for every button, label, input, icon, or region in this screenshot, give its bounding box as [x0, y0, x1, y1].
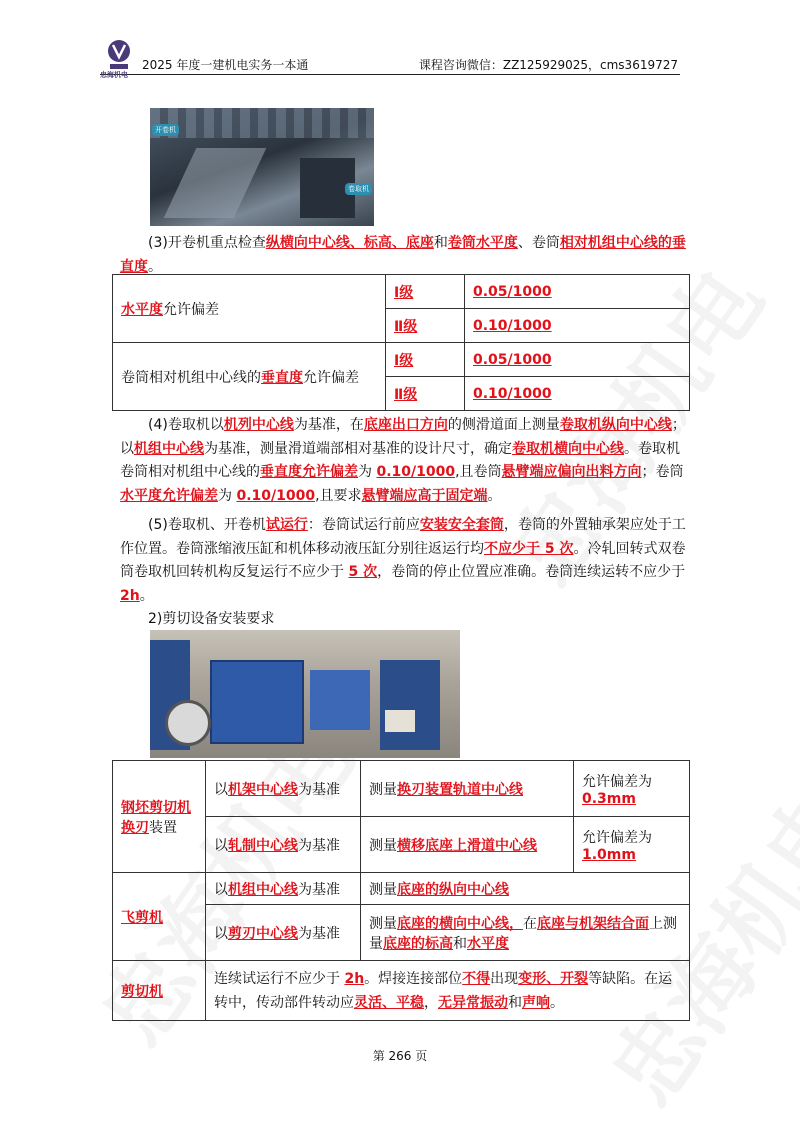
text: 测量: [369, 781, 397, 798]
table-cell: [206, 905, 361, 961]
highlight: 机列中心线: [223, 417, 294, 433]
highlight: 0.3mm: [582, 790, 636, 807]
highlight: 1.0mm: [582, 846, 636, 863]
logo-icon: [102, 38, 136, 72]
highlight: 悬臂端应高于固定端: [361, 487, 488, 504]
text: 为基准，测量滑道端部相对基准的设计尺寸，确定: [204, 440, 512, 457]
highlight: 纵横向中心线、标高、底座: [265, 235, 434, 251]
text: ；以: [120, 417, 686, 457]
paragraph-5: [120, 514, 690, 608]
table-cell: [386, 275, 465, 309]
table-cell: [386, 343, 465, 377]
highlight: 轧制中心线: [228, 837, 298, 854]
text: 测量: [369, 915, 397, 932]
highlight: Ⅰ级: [394, 352, 414, 369]
text: ；卷筒: [641, 464, 684, 480]
photo-label-coiler: 卷取机: [345, 183, 372, 195]
tolerance-table-1: [112, 274, 690, 411]
table-cell: [465, 377, 690, 411]
highlight: 试运行: [265, 517, 308, 533]
highlight: 悬臂端应偏向出料方向: [501, 464, 642, 480]
table-cell: [465, 275, 690, 309]
shear-table: [112, 760, 690, 1021]
text: ，卷筒的外置轴承架应处于工作位置。卷筒涨缩液压缸和机体移动液压缸分别往返运行均: [120, 517, 686, 557]
highlight: 卷取机纵向中心线: [559, 417, 672, 433]
shear-photo: [150, 630, 460, 758]
text: 测量: [369, 837, 397, 854]
text: 出现: [490, 970, 519, 987]
text: 装置: [149, 819, 177, 836]
table-cell: [113, 275, 386, 343]
text: 。冷轧回转式双卷筒卷取机回转机构反复运行不应少于: [120, 540, 686, 580]
highlight: 底座的标高: [383, 935, 453, 952]
highlight: 水平度: [121, 301, 163, 318]
text: 。焊接连接部位: [364, 970, 463, 987]
text: 为基准: [298, 837, 340, 854]
highlight: 声响: [522, 994, 550, 1011]
text: 和: [508, 994, 522, 1011]
text: (5)卷取机、开卷机: [148, 517, 266, 533]
highlight: 5 次: [348, 564, 378, 580]
text: 在: [523, 915, 537, 932]
paragraph-4: [120, 414, 690, 508]
highlight: 底座的纵向中心线: [397, 881, 509, 898]
text: 允许偏差: [303, 369, 359, 386]
header-title: 2025 年度一建机电实务一本通: [142, 58, 309, 72]
table-cell: [113, 873, 206, 961]
highlight: 安装安全套筒: [419, 517, 504, 533]
text: 和: [433, 235, 448, 251]
page-number: 第 266 页: [372, 1049, 428, 1063]
paragraph-3: [120, 232, 690, 279]
text: 和: [453, 935, 467, 952]
highlight: 垂直度允许偏差: [260, 464, 358, 480]
highlight: 灵活、平稳: [354, 994, 424, 1011]
table-cell: [574, 761, 690, 817]
table-cell: [206, 873, 361, 905]
table-cell: [361, 905, 690, 961]
photo-label-uncoiler: 开卷机: [152, 124, 179, 136]
highlight: 钢坯剪切机换刃: [121, 799, 191, 836]
text: 上测量: [369, 915, 677, 952]
text: 允许偏差: [163, 301, 219, 318]
highlight: 2h: [344, 970, 365, 987]
highlight: 剪刃中心线: [228, 925, 298, 942]
highlight: 卷筒水平度: [447, 235, 518, 251]
highlight: 0.05/1000: [473, 351, 552, 368]
text: 为基准: [298, 925, 340, 942]
highlight: 横移底座上滑道中心线: [397, 837, 537, 854]
text: 。: [139, 587, 154, 604]
highlight: 机组中心线: [228, 881, 298, 898]
highlight: 机组中心线: [134, 440, 204, 457]
text: 为基准: [298, 781, 340, 798]
text: 。: [487, 487, 502, 504]
text: 以: [214, 925, 228, 942]
highlight: 卷取机横向中心线: [512, 440, 624, 457]
highlight: 换刃装置轨道中心线: [397, 781, 523, 798]
highlight: Ⅰ级: [394, 284, 414, 301]
text: 为基准: [298, 881, 340, 898]
highlight: Ⅱ级: [394, 318, 418, 335]
text: 。: [550, 994, 564, 1011]
text: 以: [214, 881, 228, 898]
text: 为基准，在: [293, 417, 364, 433]
highlight: 不应少于 5 次: [484, 540, 574, 557]
table-cell: [386, 309, 465, 343]
text: 的侧滑道面上测量: [447, 417, 560, 433]
highlight: 0.05/1000: [473, 283, 552, 300]
text: ，: [424, 994, 438, 1011]
highlight: 剪切机: [121, 983, 163, 1000]
section-heading: 2)剪切设备安装要求: [148, 611, 275, 627]
text: 连续试运行不应少于: [214, 970, 345, 987]
text: 以: [214, 781, 228, 798]
text: ：卷筒试运行前应: [307, 517, 420, 533]
table-cell: [113, 961, 206, 1021]
table-cell: [465, 343, 690, 377]
text: 测量: [369, 881, 397, 898]
text: ,且卷筒: [455, 464, 502, 480]
text: 为: [358, 464, 377, 480]
text: 以: [214, 837, 228, 854]
text: (4)卷取机以: [148, 417, 224, 433]
table-cell: [206, 817, 361, 873]
highlight: 底座与机架结合面: [537, 915, 649, 932]
header-contact: 课程咨询微信：ZZ125929025，cms3619727: [418, 58, 678, 72]
table-cell: [361, 873, 690, 905]
table-cell: [206, 761, 361, 817]
text: (3)开卷机重点检查: [148, 235, 266, 251]
table-cell: [206, 961, 690, 1021]
coiler-photo: [150, 108, 374, 226]
text: 等缺陷。在运转中，传动部件转动应: [214, 970, 673, 1011]
highlight: 2h: [120, 587, 140, 604]
table-cell: [465, 309, 690, 343]
table-cell: [113, 343, 386, 411]
text: 。卷取机卷筒相对机组中心线的: [120, 440, 680, 480]
text: 允许偏差为: [582, 829, 652, 846]
text: 允许偏差为: [582, 773, 652, 790]
highlight: 底座出口方向: [363, 417, 448, 433]
highlight: 水平度: [467, 935, 509, 952]
highlight: 机架中心线: [228, 781, 298, 798]
text: 卷筒相对机组中心线的: [121, 369, 261, 386]
logo-text: 忠海机电: [100, 71, 128, 79]
highlight: 0.10/1000: [473, 385, 552, 402]
table-cell: [386, 377, 465, 411]
text: ，卷筒的停止位置应准确。卷筒连续运转不应少于: [377, 564, 686, 580]
text: 。: [148, 258, 162, 275]
highlight: 垂直度: [261, 369, 303, 386]
highlight: 不得: [462, 970, 491, 987]
highlight: 底座的横向中心线，: [397, 915, 523, 932]
table-cell: [574, 817, 690, 873]
highlight: 0.10/1000: [236, 487, 316, 504]
page-header: [100, 40, 680, 79]
text: 为: [218, 487, 237, 504]
highlight: 水平度允许偏差: [120, 487, 218, 504]
text: ,且要求: [315, 487, 362, 504]
table-cell: [361, 761, 574, 817]
table-cell: [361, 817, 574, 873]
highlight: 飞剪机: [121, 909, 163, 926]
highlight: 0.10/1000: [376, 464, 456, 480]
highlight: 无异常振动: [438, 994, 508, 1011]
text: 、卷筒: [517, 235, 560, 251]
table-cell: [113, 761, 206, 873]
highlight: Ⅱ级: [394, 386, 418, 403]
highlight: 变形、开裂: [518, 970, 589, 987]
highlight: 0.10/1000: [473, 317, 552, 334]
highlight: 相对机组中心线的垂直度: [120, 235, 686, 275]
